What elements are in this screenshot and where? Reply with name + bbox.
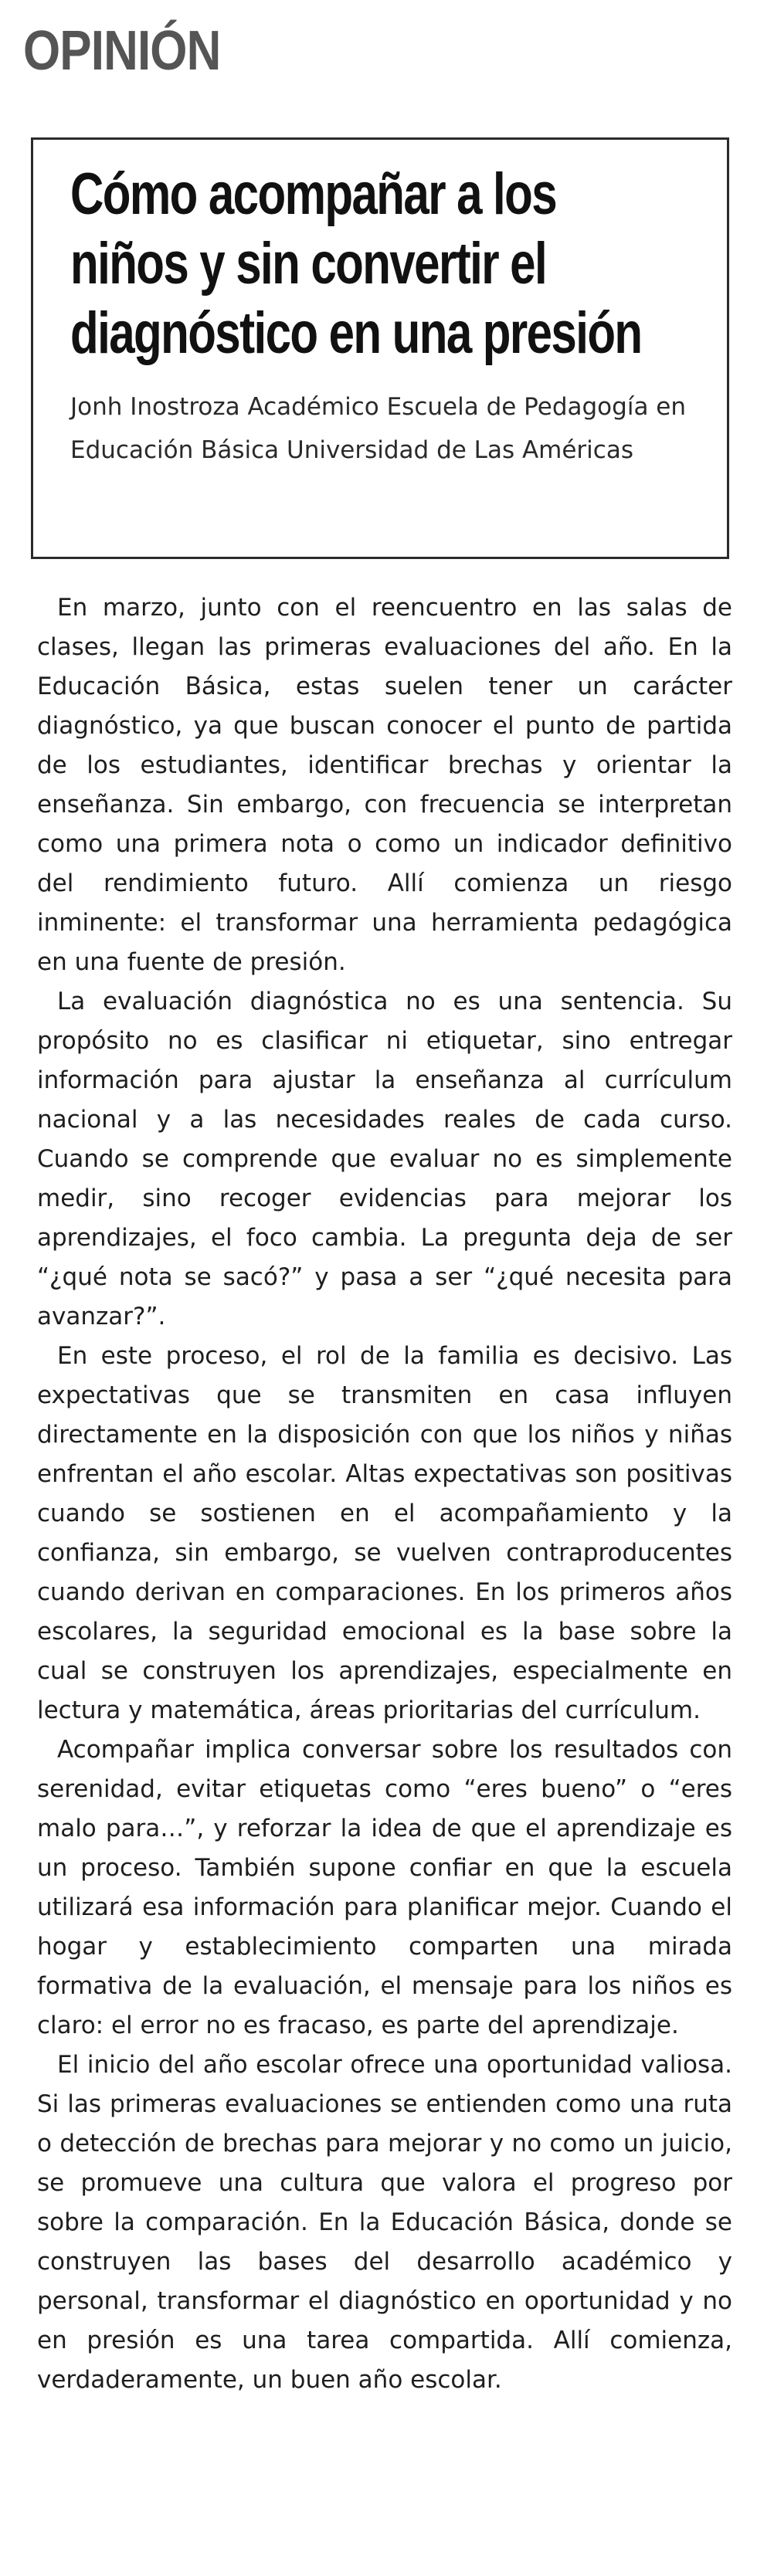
section-label: OPINIÓN (23, 20, 221, 82)
paragraph-5: El inicio del año escolar ofrece una oportunidad valiosa. Si las primeras evaluaciones se entienden como una ruta o detección de brechas para mejorar y no como un juicio, se promueve una cultura que valora el progreso por sobre la comparación. En la Educación Básica, donde se construyen las bases del desarrollo académico y personal, transformar el diagnóstico en oportunidad y no en presión es una tarea compartida. Allí comienza, verdaderamente, un buen año escolar. (37, 2051, 732, 2394)
headline-line-1: Cómo acompañar a los (70, 161, 557, 227)
author-byline: Jonh Inostroza Académico Escuela de Pedagogía en Educación Básica Universidad de Las Américas (70, 393, 687, 464)
headline-line-2: niños y sin convertir el (70, 231, 547, 297)
headline-line-3: diagnóstico en una presión (70, 300, 642, 366)
article-body (37, 588, 732, 2400)
headline-box (31, 137, 729, 559)
paragraph-1: En marzo, junto con el reencuentro en las salas de clases, llegan las primeras evaluaciones del año. En la Educación Básica, estas suelen tener un carácter diagnóstico, ya que buscan conocer el punto de partida de los estudiantes, identificar brechas y orientar la enseñanza. Sin embargo, con frecuencia se interpretan como una primera nota o como un indicador definitivo del rendimiento futuro. Allí comienza un riesgo inminente: el transformar una herramienta pedagógica en una fuente de presión. (37, 594, 732, 976)
paragraph-2: La evaluación diagnóstica no es una sentencia. Su propósito no es clasificar ni etiquetar, sino entregar información para ajustar la enseñanza al currículum nacional y a las necesidades reales de cada curso. Cuando se comprende que evaluar no es simplemente medir, sino recoger evidencias para mejorar los aprendizajes, el foco cambia. La pregunta deja de ser “¿qué nota se sacó?” y pasa a ser “¿qué necesita para avanzar?”. (37, 988, 732, 1330)
article-headline (70, 160, 681, 368)
paragraph-4: Acompañar implica conversar sobre los resultados con serenidad, evitar etiquetas como “eres bueno” o “eres malo para…”, y reforzar la idea de que el aprendizaje es un proceso. También supone confiar en que la escuela utilizará esa información para planificar mejor. Cuando el hogar y establecimiento comparten una mirada formativa de la evaluación, el mensaje para los niños es claro: el error no es fracaso, es parte del aprendizaje. (37, 1736, 732, 2039)
paragraph-3: En este proceso, el rol de la familia es decisivo. Las expectativas que se transmiten en casa influyen directamente en la disposición con que los niños y niñas enfrentan el año escolar. Altas expectativas son positivas cuando se sostienen en el acompañamiento y la confianza, sin embargo, se vuelven contraproducentes cuando derivan en comparaciones. En los primeros años escolares, la seguridad emocional es la base sobre la cual se construyen los aprendizajes, especialmente en lectura y matemática, áreas prioritarias del currículum. (37, 1342, 732, 1724)
